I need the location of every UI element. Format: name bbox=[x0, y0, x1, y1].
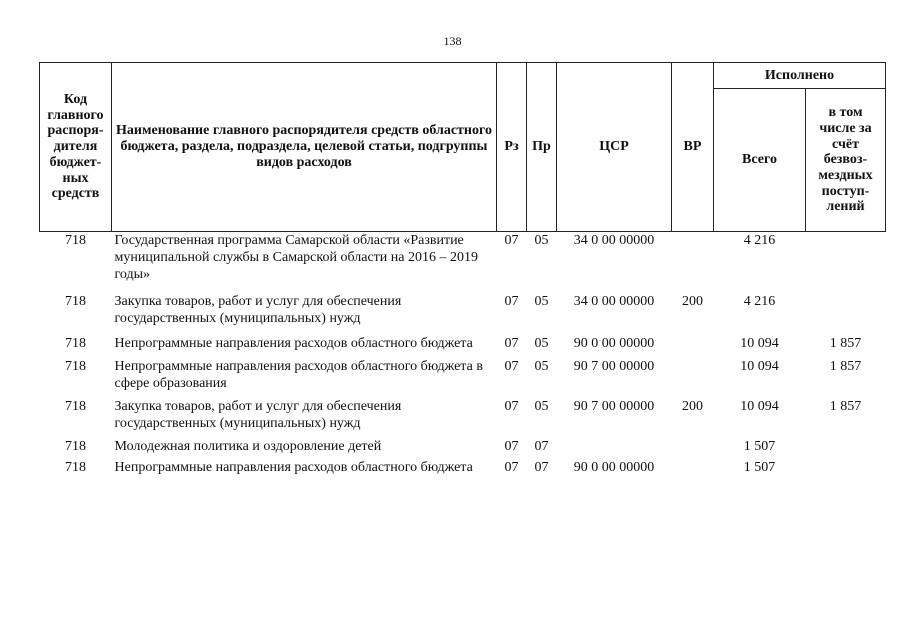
row-pr: 07 bbox=[534, 439, 549, 454]
row-spacer bbox=[40, 283, 886, 293]
row-name: Закупка товаров, работ и услуг для обеспечения государственных (муниципальных) нужд bbox=[114, 399, 402, 431]
header-vr: ВР bbox=[672, 63, 714, 232]
row-free bbox=[806, 232, 886, 284]
row-total: 10 094 bbox=[740, 399, 779, 414]
header-code: Код главного распоря-дителя бюджет-ных средств bbox=[40, 63, 112, 232]
row-rz: 07 bbox=[504, 294, 519, 309]
row-code: 718 bbox=[65, 399, 86, 414]
row-free bbox=[806, 438, 886, 455]
header-total: Всего bbox=[714, 89, 806, 232]
table-row bbox=[40, 459, 886, 476]
row-total: 4 216 bbox=[743, 233, 776, 248]
row-csr bbox=[557, 438, 672, 455]
row-free bbox=[806, 293, 886, 327]
row-spacer bbox=[40, 327, 886, 335]
row-pr: 05 bbox=[534, 336, 549, 351]
header-csr: ЦСР bbox=[557, 63, 672, 232]
row-vr bbox=[672, 358, 714, 392]
row-pr: 07 bbox=[534, 460, 549, 475]
row-csr: 90 0 00 00000 bbox=[573, 460, 655, 475]
row-rz: 07 bbox=[504, 439, 519, 454]
table-row bbox=[40, 398, 886, 432]
row-name: Непрограммные направления расходов областного бюджета bbox=[114, 336, 473, 351]
row-free: 1 857 bbox=[829, 399, 862, 414]
row-rz: 07 bbox=[504, 359, 519, 374]
row-vr bbox=[672, 438, 714, 455]
page-number: 138 bbox=[443, 34, 462, 48]
row-name: Государственная программа Самарской области «Развитие муниципальной службы в Самарской области на 2016 – 2019 годы» bbox=[114, 233, 478, 282]
row-free: 1 857 bbox=[829, 359, 862, 374]
row-code: 718 bbox=[65, 460, 86, 475]
row-code: 718 bbox=[65, 233, 86, 248]
row-vr: 200 bbox=[682, 294, 703, 309]
table-row bbox=[40, 232, 886, 284]
row-vr bbox=[672, 459, 714, 476]
table-header bbox=[40, 63, 886, 232]
row-code: 718 bbox=[65, 294, 86, 309]
table-row bbox=[40, 293, 886, 327]
row-code: 718 bbox=[65, 439, 86, 454]
table-body bbox=[40, 232, 886, 477]
row-rz: 07 bbox=[504, 336, 519, 351]
row-name: Молодежная политика и оздоровление детей bbox=[114, 439, 382, 454]
row-total: 1 507 bbox=[743, 460, 776, 475]
header-name: Наименование главного распорядителя средств областного бюджета, раздела, подраздела, целевой статьи, подгруппы видов расходов bbox=[112, 63, 497, 232]
row-rz: 07 bbox=[504, 233, 519, 248]
row-vr bbox=[672, 335, 714, 352]
row-spacer-cell bbox=[40, 283, 886, 293]
row-rz: 07 bbox=[504, 399, 519, 414]
row-total: 10 094 bbox=[740, 359, 779, 374]
row-total: 10 094 bbox=[740, 336, 779, 351]
row-name: Закупка товаров, работ и услуг для обеспечения государственных (муниципальных) нужд bbox=[114, 294, 402, 326]
row-pr: 05 bbox=[534, 359, 549, 374]
header-executed: Исполнено bbox=[714, 63, 886, 89]
row-rz: 07 bbox=[504, 460, 519, 475]
row-csr: 34 0 00 00000 bbox=[573, 294, 655, 309]
header-free: в том числе за счёт безвоз-мездных поступ-лений bbox=[806, 89, 886, 232]
row-total: 1 507 bbox=[743, 439, 776, 454]
row-vr bbox=[672, 232, 714, 284]
row-pr: 05 bbox=[534, 294, 549, 309]
row-free: 1 857 bbox=[829, 336, 862, 351]
row-code: 718 bbox=[65, 336, 86, 351]
row-spacer-cell bbox=[40, 327, 886, 335]
table-row bbox=[40, 438, 886, 455]
budget-table bbox=[39, 62, 886, 476]
row-name: Непрограммные направления расходов областного бюджета в сфере образования bbox=[114, 359, 483, 391]
row-name: Непрограммные направления расходов областного бюджета bbox=[114, 460, 473, 475]
row-csr: 90 7 00 00000 bbox=[573, 359, 655, 374]
table-row bbox=[40, 335, 886, 352]
row-csr: 34 0 00 00000 bbox=[573, 233, 655, 248]
header-pr: Пр bbox=[527, 63, 557, 232]
row-code: 718 bbox=[65, 359, 86, 374]
row-pr: 05 bbox=[534, 233, 549, 248]
table-row bbox=[40, 358, 886, 392]
row-pr: 05 bbox=[534, 399, 549, 414]
header-rz: Рз bbox=[497, 63, 527, 232]
row-csr: 90 0 00 00000 bbox=[573, 336, 655, 351]
row-free bbox=[806, 459, 886, 476]
row-vr: 200 bbox=[682, 399, 703, 414]
row-csr: 90 7 00 00000 bbox=[573, 399, 655, 414]
row-total: 4 216 bbox=[743, 294, 776, 309]
